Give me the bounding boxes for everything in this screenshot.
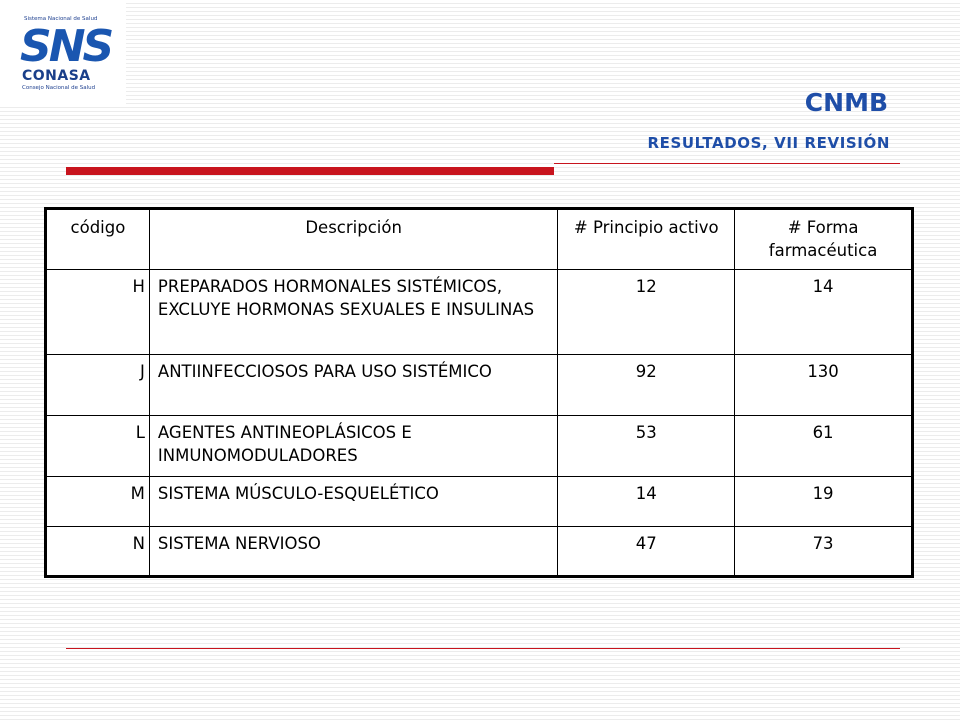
table-row: [46, 270, 913, 355]
red-divider-bottom: [66, 648, 900, 649]
cell-active-count: 12: [558, 270, 735, 355]
cell-active-count: 53: [558, 416, 735, 477]
red-divider-top: [554, 163, 900, 164]
cell-form-count: 61: [735, 416, 913, 477]
table-row: [46, 355, 913, 416]
table-header-row: [46, 209, 913, 270]
header-pharmaceutical-form: # Forma farmacéutica: [735, 209, 913, 270]
cell-description: AGENTES ANTINEOPLÁSICOS E INMUNOMODULADORES: [149, 416, 557, 477]
header-description: Descripción: [149, 209, 557, 270]
cell-code: J: [46, 355, 150, 416]
cell-active-count: 14: [558, 477, 735, 527]
results-table: [44, 207, 914, 578]
cell-code: H: [46, 270, 150, 355]
table-row: [46, 527, 913, 577]
cell-form-count: 130: [735, 355, 913, 416]
cell-active-count: 47: [558, 527, 735, 577]
cell-code: M: [46, 477, 150, 527]
header-active-ingredient: # Principio activo: [558, 209, 735, 270]
table-row: [46, 416, 913, 477]
cell-description: ANTIINFECCIOSOS PARA USO SISTÉMICO: [149, 355, 557, 416]
page-subtitle: RESULTADOS, VII REVISIÓN: [647, 134, 890, 152]
cell-form-count: 73: [735, 527, 913, 577]
cell-description: SISTEMA MÚSCULO-ESQUELÉTICO: [149, 477, 557, 527]
cell-description: SISTEMA NERVIOSO: [149, 527, 557, 577]
cell-code: N: [46, 527, 150, 577]
sns-conasa-logo: [0, 0, 126, 106]
cell-code: L: [46, 416, 150, 477]
cell-form-count: 19: [735, 477, 913, 527]
cell-description: PREPARADOS HORMONALES SISTÉMICOS, EXCLUYE HORMONAS SEXUALES E INSULINAS: [149, 270, 557, 355]
header-code: código: [46, 209, 150, 270]
logo-sub-text: Consejo Nacional de Salud: [22, 85, 96, 91]
cell-form-count: 14: [735, 270, 913, 355]
page-title: CNMB: [804, 88, 888, 117]
logo-sns-mark: SNS: [20, 21, 112, 72]
cell-active-count: 92: [558, 355, 735, 416]
logo-org-name: CONASA: [22, 68, 91, 84]
table-row: [46, 477, 913, 527]
logo-top-text: Sistema Nacional de Salud: [24, 16, 98, 22]
red-accent-bar: [66, 167, 554, 175]
